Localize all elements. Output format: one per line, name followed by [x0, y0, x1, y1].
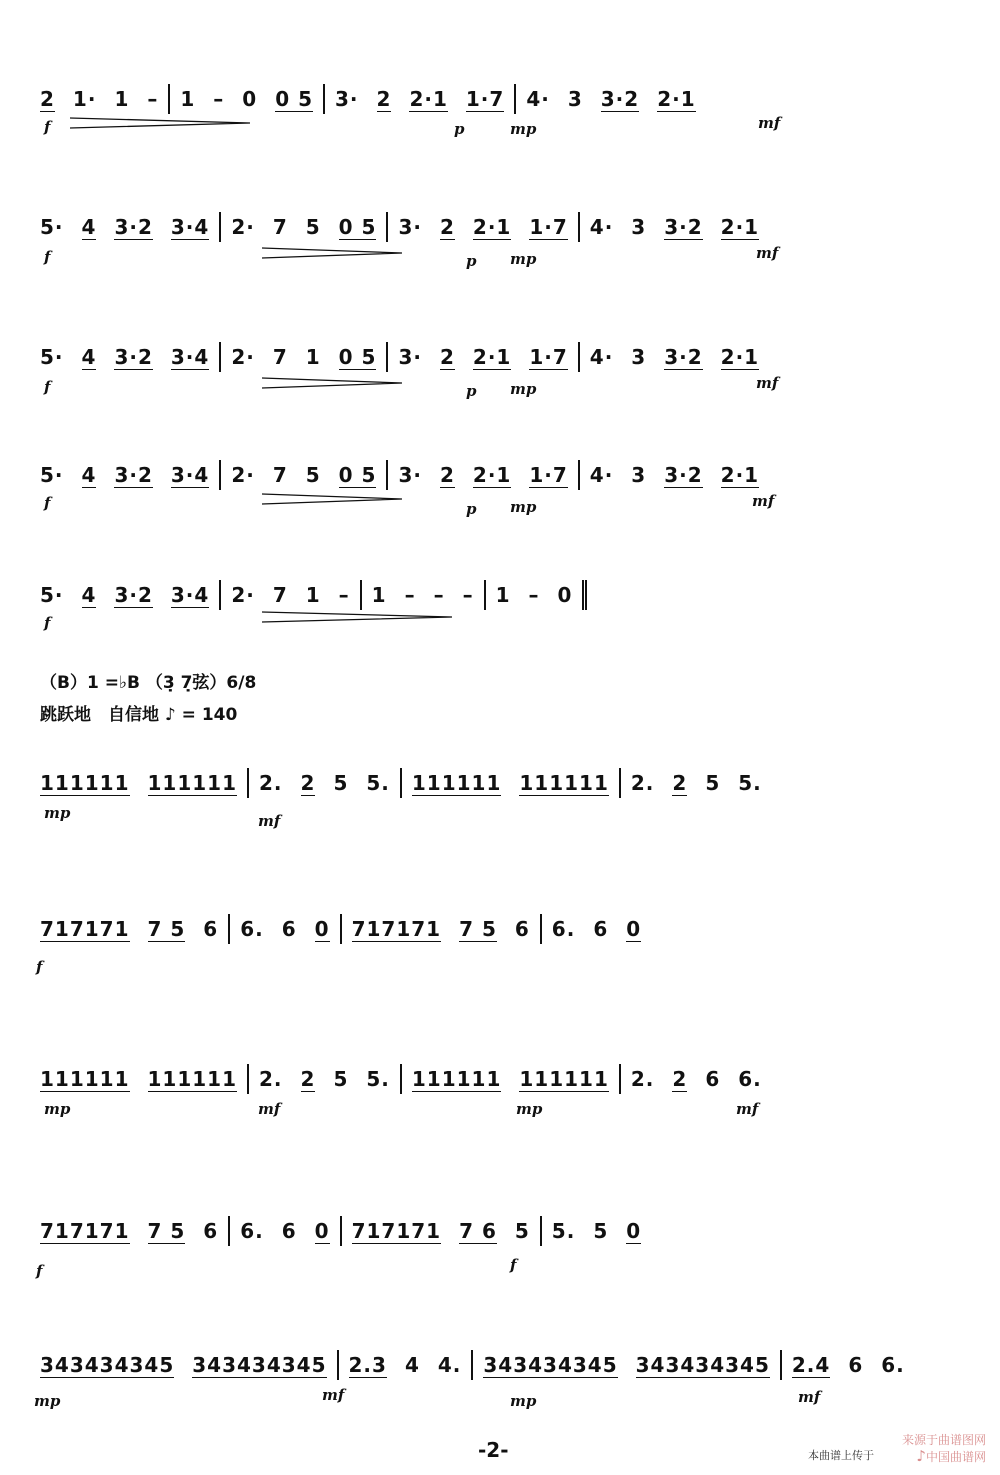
notes-line: [0, 910, 1000, 944]
measure: [40, 580, 219, 610]
note: 6.: [738, 1067, 762, 1091]
measure: [219, 342, 386, 372]
measure: [360, 580, 484, 610]
notes-line: [0, 338, 1000, 372]
dynamic-mark: mp: [510, 120, 537, 138]
measure: [40, 212, 219, 242]
dynamics-line: [0, 1094, 1000, 1124]
dynamic-mark: f: [36, 958, 43, 976]
note: 1·7: [529, 345, 568, 369]
dynamic-mark: mf: [258, 812, 281, 830]
note: 3·4: [170, 345, 210, 369]
dynamic-mark: f: [44, 494, 51, 512]
note: 6.: [240, 1219, 264, 1243]
site-watermark: [902, 1432, 986, 1465]
dynamic-mark: mf: [758, 114, 781, 132]
dynamics-line: [0, 372, 1000, 402]
note: 717171: [351, 917, 442, 941]
note: 2: [439, 345, 455, 369]
music-note-icon: ♪: [916, 1447, 926, 1465]
dynamics-line: [0, 798, 1000, 828]
note: 1: [305, 583, 321, 607]
measure: [386, 460, 577, 490]
notes-line: [0, 208, 1000, 242]
measure: [40, 460, 219, 490]
measure: [780, 1350, 915, 1380]
note: 343434345: [635, 1353, 770, 1377]
note: –: [147, 87, 159, 111]
measure: [40, 342, 219, 372]
note: 3: [631, 345, 647, 369]
notes-line: [0, 1212, 1000, 1246]
measure: [540, 1216, 651, 1246]
note: 111111: [147, 1067, 237, 1091]
note: 2: [300, 1067, 316, 1091]
measure: [540, 914, 651, 944]
note: 3·: [398, 345, 422, 369]
note: 2·: [231, 463, 255, 487]
note: 3: [631, 463, 647, 487]
note: 3·4: [170, 583, 210, 607]
note: 717171: [351, 1219, 442, 1243]
decrescendo-hairpin: [262, 246, 402, 260]
score-row: [0, 338, 1000, 402]
note: 4: [81, 215, 97, 239]
notes-line: [0, 456, 1000, 490]
note: 3·2: [114, 345, 153, 369]
score-row: [0, 80, 1000, 144]
dynamics-line: [0, 114, 1000, 144]
note: 2·1: [657, 87, 696, 111]
note: 5: [705, 771, 721, 795]
note: 3·4: [170, 463, 210, 487]
dynamic-mark: mf: [756, 374, 779, 392]
measure: [228, 1216, 339, 1246]
score-row: [0, 1346, 1000, 1410]
note: 5: [333, 1067, 349, 1091]
note: 4: [81, 583, 97, 607]
dynamic-mark: p: [466, 252, 477, 270]
note: 5: [305, 215, 321, 239]
measure: [40, 1064, 247, 1094]
note: –: [338, 583, 350, 607]
note: 2·: [231, 345, 255, 369]
measure: [247, 1064, 400, 1094]
note: 2.: [259, 771, 283, 795]
note: 6: [281, 1219, 297, 1243]
page-number: -2-: [478, 1438, 509, 1462]
note: 0 5: [275, 87, 313, 111]
note: 2·1: [472, 215, 512, 239]
dynamic-mark: f: [44, 248, 51, 266]
measure: [514, 84, 705, 114]
dynamic-mark: mf: [736, 1100, 759, 1118]
dynamics-line: [0, 610, 1000, 640]
note: 5.: [366, 1067, 390, 1091]
measure: [40, 1216, 228, 1246]
note: 3: [631, 215, 647, 239]
measure: [40, 84, 168, 114]
note: 6: [593, 917, 609, 941]
note: 2: [300, 771, 316, 795]
dynamics-line: [0, 490, 1000, 520]
note: 2: [439, 215, 455, 239]
dynamic-mark: mp: [516, 1100, 543, 1118]
note: 1: [495, 583, 511, 607]
note: –: [213, 87, 225, 111]
dynamic-mark: mp: [510, 250, 537, 268]
note: 5·: [40, 215, 64, 239]
note: 3·2: [114, 583, 153, 607]
watermark-text: 来源于曲谱图网: [901, 1433, 986, 1447]
note: 343434345: [40, 1353, 175, 1377]
note: 0 5: [338, 345, 377, 369]
note: 7 5: [147, 917, 186, 941]
note: 5.: [738, 771, 762, 795]
dynamic-mark: mp: [34, 1392, 61, 1410]
dynamic-mark: mf: [752, 492, 775, 510]
notes-line: [0, 576, 1000, 610]
score-row: [0, 576, 1000, 640]
measure: [619, 768, 772, 798]
notes-line: [0, 764, 1000, 798]
note: 4: [404, 1353, 420, 1377]
note: 717171: [40, 1219, 130, 1243]
note: 1·7: [465, 87, 505, 111]
measure: [484, 580, 588, 610]
note: 4.: [437, 1353, 462, 1377]
note: 5: [305, 463, 321, 487]
note: 0 5: [338, 215, 377, 239]
note: 2.: [630, 1067, 655, 1091]
note: 0: [626, 1219, 642, 1243]
dynamic-mark: mp: [510, 498, 537, 516]
note: 1·: [72, 87, 97, 111]
note: 2: [672, 771, 688, 795]
note: 3·2: [664, 215, 703, 239]
watermark-brand: 中国曲谱网: [925, 1450, 986, 1464]
note: 5: [333, 771, 349, 795]
note: 5·: [40, 583, 64, 607]
note: 3·2: [664, 345, 703, 369]
note: 6: [281, 917, 297, 941]
measure: [340, 1216, 540, 1246]
measure: [578, 342, 769, 372]
dynamic-mark: p: [466, 500, 477, 518]
note: 6: [514, 917, 530, 941]
note: 6.: [240, 917, 264, 941]
note: 2: [376, 87, 392, 111]
note: 1: [114, 87, 130, 111]
note: 6.: [551, 917, 576, 941]
note: 2·1: [720, 463, 760, 487]
score-row: [0, 910, 1000, 974]
note: 2.: [630, 771, 655, 795]
note: 5·: [40, 345, 64, 369]
note: 111111: [411, 771, 502, 795]
dynamics-line: [0, 242, 1000, 272]
measure: [400, 1064, 619, 1094]
note: 2·1: [720, 215, 760, 239]
dynamics-line: [0, 1380, 1000, 1410]
note: 5: [593, 1219, 609, 1243]
note: 111111: [519, 1067, 609, 1091]
dynamic-mark: mf: [798, 1388, 821, 1406]
decrescendo-hairpin: [70, 116, 250, 130]
note: 3: [567, 87, 583, 111]
note: 7: [272, 583, 288, 607]
note: 3·2: [600, 87, 640, 111]
dynamic-mark: p: [454, 120, 465, 138]
footer-note: 本曲谱上传于: [808, 1449, 874, 1462]
note: 111111: [40, 1067, 130, 1091]
dynamic-mark: f: [36, 1262, 43, 1280]
score-row: [0, 456, 1000, 520]
measure: [386, 212, 577, 242]
note: 0: [314, 917, 330, 941]
measure: [219, 460, 386, 490]
dynamic-mark: f: [44, 614, 51, 632]
notes-line: [0, 80, 1000, 114]
dynamic-mark: mf: [322, 1386, 345, 1404]
note: 1: [180, 87, 196, 111]
note: 343434345: [483, 1353, 618, 1377]
note: 343434345: [192, 1353, 327, 1377]
note: 7: [272, 345, 288, 369]
note: 0: [626, 917, 642, 941]
note: –: [462, 583, 474, 607]
measure: [168, 84, 323, 114]
note: 1·7: [529, 463, 568, 487]
measure: [323, 84, 514, 114]
dynamics-line: [0, 944, 1000, 974]
measure: [40, 914, 228, 944]
note: 1: [371, 583, 387, 607]
note: 2: [40, 87, 55, 111]
note: 7 5: [459, 917, 497, 941]
measure: [219, 580, 359, 610]
section-header: （B）1 =♭B （3̣ 7̣弦）6/8: [40, 673, 257, 693]
note: 1·7: [529, 215, 568, 239]
note: 3·2: [664, 463, 703, 487]
measure: [619, 1064, 772, 1094]
measure: [578, 212, 769, 242]
note: 2.3: [348, 1353, 387, 1377]
note: 4: [81, 463, 97, 487]
dynamic-mark: mp: [510, 1392, 537, 1410]
note: 0: [314, 1219, 330, 1243]
note: 3·: [398, 463, 422, 487]
dynamic-mark: mp: [44, 1100, 71, 1118]
note: 111111: [519, 771, 609, 795]
note: 2·1: [720, 345, 760, 369]
note: 7: [272, 215, 288, 239]
measure: [219, 212, 386, 242]
note: 2.4: [791, 1353, 831, 1377]
note: 111111: [411, 1067, 502, 1091]
note: 3·2: [114, 463, 153, 487]
measure: [247, 768, 400, 798]
measure: [400, 768, 619, 798]
score-row: [0, 208, 1000, 272]
note: 5·: [40, 463, 64, 487]
dynamic-mark: mp: [44, 804, 71, 822]
notes-line: [0, 1060, 1000, 1094]
note: 1: [305, 345, 321, 369]
note: 2: [439, 463, 455, 487]
measure: [578, 460, 769, 490]
note: 111111: [40, 771, 130, 795]
note: –: [404, 583, 416, 607]
dynamic-mark: mf: [756, 244, 779, 262]
note: 2·1: [472, 463, 512, 487]
note: 4·: [526, 87, 550, 111]
dynamic-mark: f: [44, 118, 51, 136]
note: 3·2: [114, 215, 153, 239]
note: 5: [514, 1219, 530, 1243]
dynamics-line: [0, 1246, 1000, 1280]
score-row: [0, 764, 1000, 828]
measure: [471, 1350, 780, 1380]
note: 3·4: [170, 215, 210, 239]
dynamic-mark: p: [466, 382, 477, 400]
score-row: [0, 1212, 1000, 1280]
dynamic-mark: f: [44, 378, 51, 396]
note: 6: [848, 1353, 864, 1377]
note: 5.: [551, 1219, 576, 1243]
note: 6.: [881, 1353, 905, 1377]
measure: [40, 768, 247, 798]
note: 2·1: [472, 345, 512, 369]
decrescendo-hairpin: [262, 376, 402, 390]
note: 4·: [589, 345, 614, 369]
note: 717171: [40, 917, 130, 941]
note: 4·: [589, 215, 614, 239]
note: 111111: [147, 771, 237, 795]
measure: [340, 914, 540, 944]
note: 7 6: [459, 1219, 497, 1243]
measure: [228, 914, 339, 944]
measure: [40, 1350, 337, 1380]
note: 6: [203, 917, 219, 941]
note: 2.: [259, 1067, 283, 1091]
dynamic-mark: mf: [258, 1100, 281, 1118]
note: 7 5: [147, 1219, 186, 1243]
dynamic-mark: mp: [510, 380, 537, 398]
note: 0: [557, 583, 573, 607]
note: 4·: [589, 463, 614, 487]
measure: [337, 1350, 472, 1380]
score-row: [0, 1060, 1000, 1124]
tempo-marking: 跳跃地 自信地 ♪ = 140: [40, 705, 238, 725]
note: 0: [242, 87, 258, 111]
note: 3·: [398, 215, 422, 239]
note: –: [433, 583, 445, 607]
note: 6: [705, 1067, 721, 1091]
note: 3·: [335, 87, 359, 111]
note: 4: [81, 345, 97, 369]
note: 0 5: [338, 463, 377, 487]
decrescendo-hairpin: [262, 610, 452, 624]
note: –: [528, 583, 540, 607]
decrescendo-hairpin: [262, 492, 402, 506]
note: 2·: [231, 215, 255, 239]
notes-line: [0, 1346, 1000, 1380]
note: 2: [672, 1067, 688, 1091]
measure: [386, 342, 577, 372]
note: 2·: [231, 583, 255, 607]
note: 6: [203, 1219, 219, 1243]
note: 7: [272, 463, 288, 487]
note: 2·1: [409, 87, 448, 111]
dynamic-mark: f: [510, 1256, 517, 1274]
note: 5.: [366, 771, 390, 795]
